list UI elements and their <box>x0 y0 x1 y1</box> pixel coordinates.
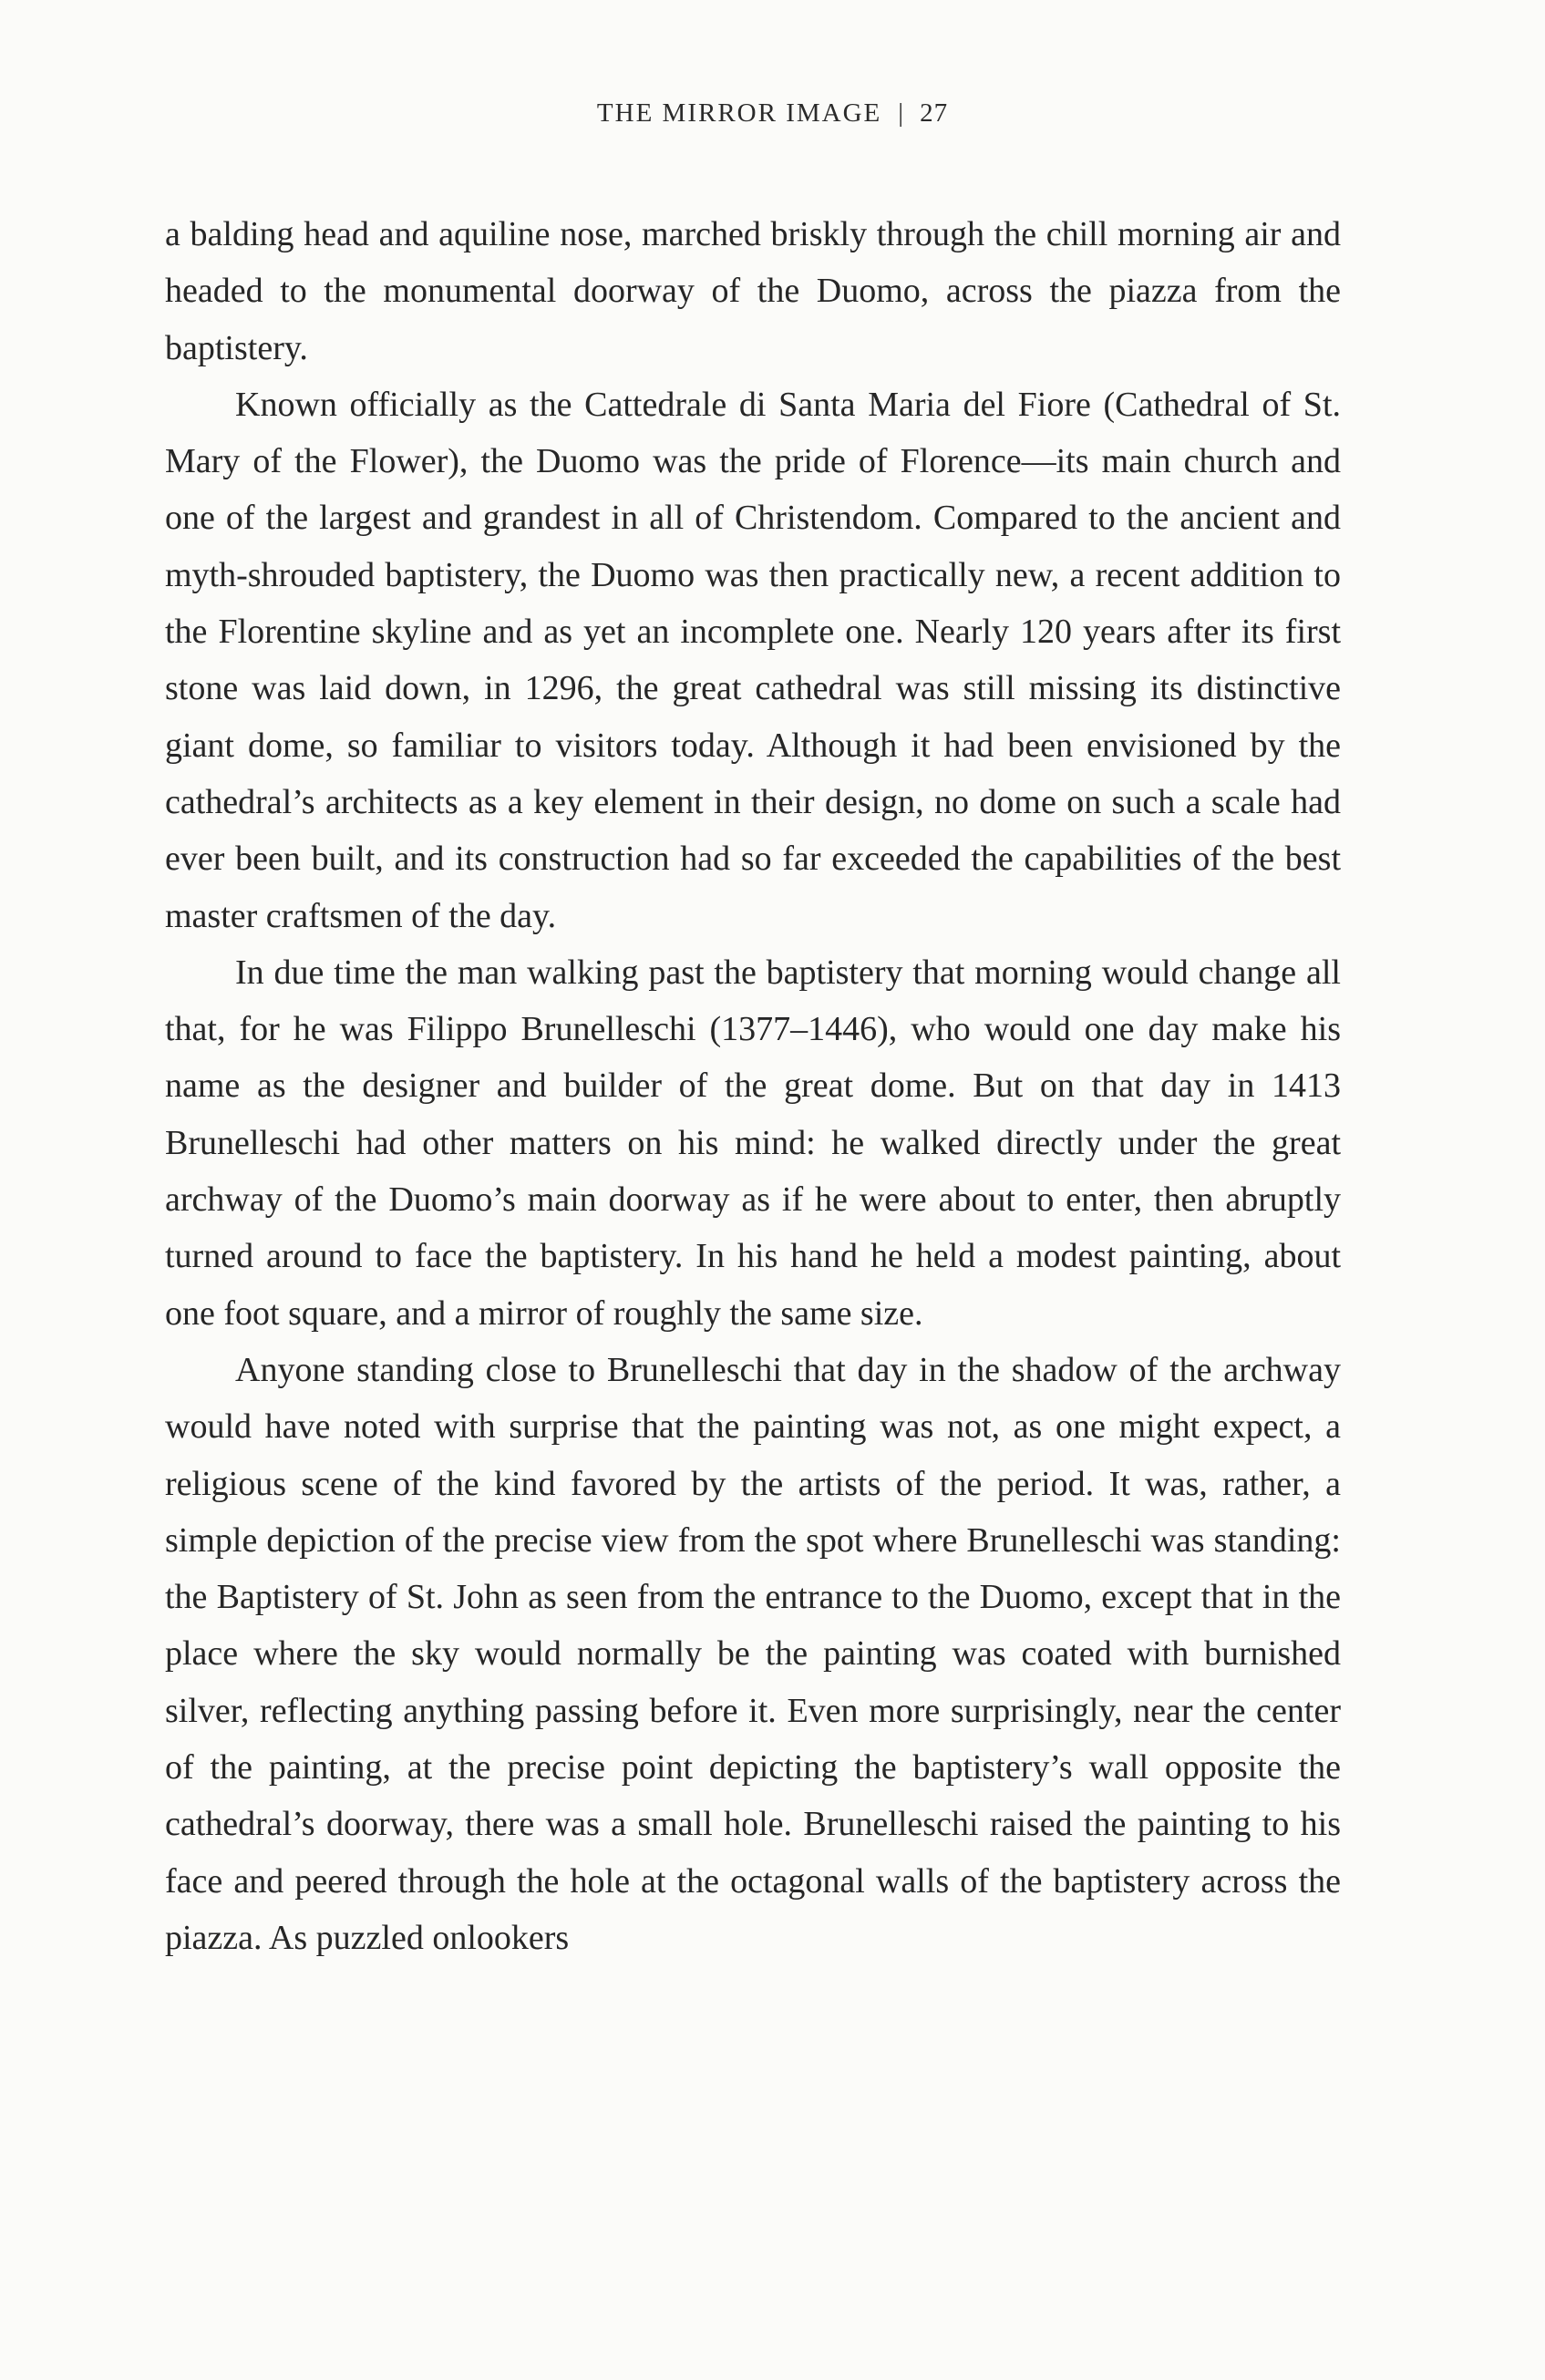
paragraph-4: Anyone standing close to Brunelleschi that day in the shadow of the archway would have noted with surprise that the painting was not, as one might expect, a religious scene of the kind favored by the artists of the period. It was, rather, a simple depiction of the precise view from the spot where Brunelleschi was standing: the Baptistery of St. John as seen from the entrance to the Duomo, except that in the place where the sky would normally be the painting was coated with burnished silver, reflecting anything passing before it. Even more surprisingly, near the center of the painting, at the precise point depicting the baptistery’s wall opposite the cathedral’s doorway, there was a small hole. Brunelleschi raised the painting to his face and peered through the hole at the octagonal walls of the baptistery across the piazza. As puzzled onlookers <box>165 1350 1341 1957</box>
paragraph-2: Known officially as the Cattedrale di Santa Maria del Fiore (Cathedral of St. Mary of the Flower), the Duomo was the pride of Florence—its main church and one of the largest and grandest in all of Christendom. Compared to the ancient and myth-shrouded baptistery, the Duomo was then practically new, a recent addition to the Florentine skyline and as yet an incomplete one. Nearly 120 years after its first stone was laid down, in 1296, the great cathedral was still missing its distinctive giant dome, so familiar to visitors today. Although it had been envisioned by the cathedral’s architects as a key element in their design, no dome on such a scale had ever been built, and its construction had so far exceeded the capabilities of the best master craftsmen of the day. <box>165 385 1341 935</box>
page-number: 27 <box>920 98 949 128</box>
chapter-title: THE MIRROR IMAGE <box>596 98 882 128</box>
header-separator: | <box>898 98 904 128</box>
paragraph-3: In due time the man walking past the baptistery that morning would change all that, for he was Filippo Brunelleschi (1377–1446), who would one day make his name as the designer and builder of the great dome. But on that day in 1413 Brunelleschi had other matters on his mind: he walked directly under the great archway of the Duomo’s main doorway as if he were about to enter, then abruptly turned around to face the baptistery. In his hand he held a modest painting, about one foot square, and a mirror of roughly the same size. <box>165 953 1341 1333</box>
body-text <box>165 206 1341 1966</box>
paragraph-1: a balding head and aquiline nose, marched briskly through the chill morning air and headed to the monumental doorway of the Duomo, across the piazza from the baptistery. <box>165 215 1341 367</box>
running-head <box>0 98 1545 129</box>
